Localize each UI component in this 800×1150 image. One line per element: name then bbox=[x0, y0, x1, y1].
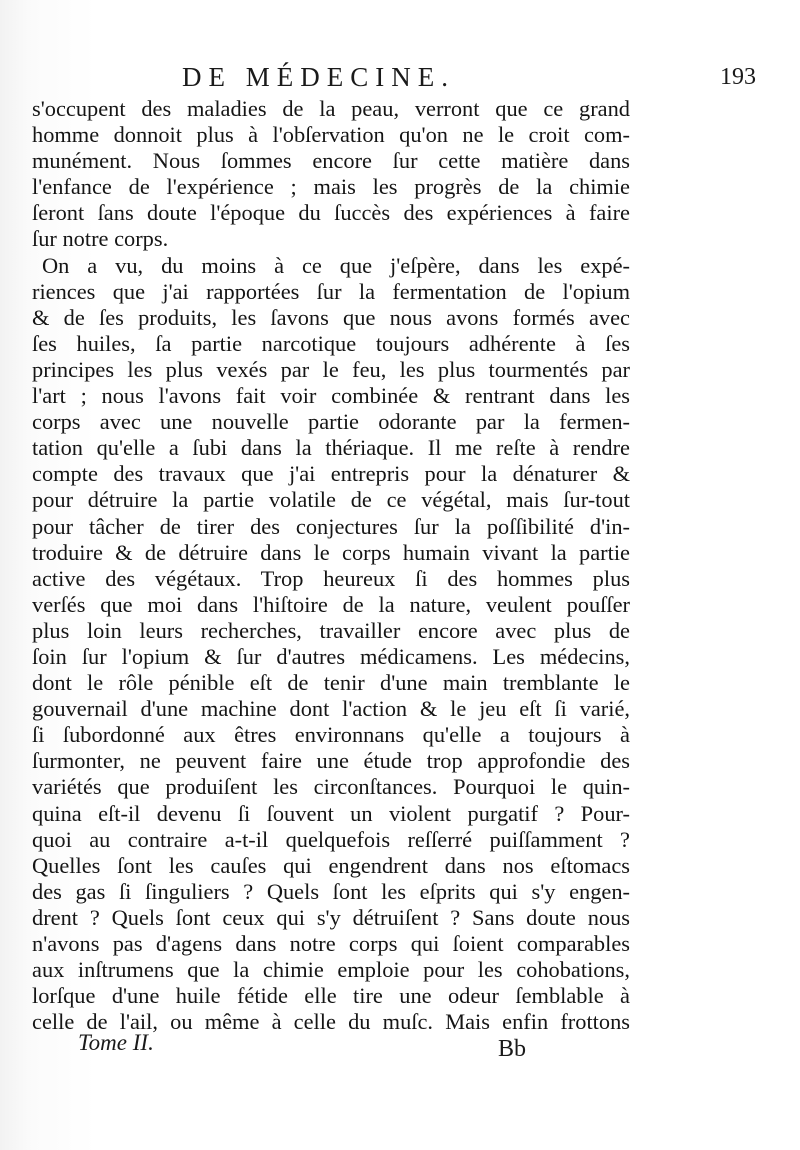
text-line: des gas ſi ſinguliers ? Quels ſont les eſprits qui s'y engen- bbox=[32, 878, 630, 904]
text-line: compte des travaux que j'ai entrepris pour la dénaturer & bbox=[32, 461, 630, 487]
text-line: celle de l'ail, ou même à celle du muſc. Mais enfin frottons bbox=[32, 1009, 630, 1035]
text-line: verſés que moi dans l'hiſtoire de la nature, veulent pouſſer bbox=[32, 591, 630, 617]
text-line: principes les plus vexés par le feu, les plus tourmentés par bbox=[32, 356, 630, 382]
text-line: On a vu, du moins à ce que j'eſpère, dans les expé- bbox=[42, 252, 630, 278]
text-line: munément. Nous ſommes encore ſur cette matière dans bbox=[32, 148, 630, 174]
text-line: troduire & de détruire dans le corps humain vivant la partie bbox=[32, 539, 630, 565]
text-line: pour tâcher de tirer des conjectures ſur la poſſibilité d'in- bbox=[32, 513, 630, 539]
text-line: ſoin ſur l'opium & ſur d'autres médicamens. Les médecins, bbox=[32, 643, 630, 669]
text-line: quina eſt-il devenu ſi ſouvent un violent purgatif ? Pour- bbox=[32, 800, 630, 826]
volume-label: Tome II. bbox=[78, 1030, 154, 1055]
text-line: ſes huiles, ſa partie narcotique toujours adhérente à ſes bbox=[32, 330, 630, 356]
text-line: gouvernail d'une machine dont l'action & le jeu eſt ſi varié, bbox=[32, 696, 630, 722]
page-number: 193 bbox=[720, 64, 756, 90]
text-line: plus loin leurs recherches, travailler encore avec plus de bbox=[32, 617, 630, 643]
running-title: DE MÉDECINE. bbox=[182, 62, 455, 92]
text-line: variétés que produiſent les circonſtances. Pourquoi le quin- bbox=[32, 774, 630, 800]
signature-mark: Bb bbox=[498, 1036, 527, 1062]
text-line: tation qu'elle a ſubi dans la thériaque. Il me reſte à rendre bbox=[32, 435, 630, 461]
running-head bbox=[0, 62, 800, 96]
text-line: corps avec une nouvelle partie odorante par la fermen- bbox=[32, 409, 630, 435]
text-line: & de ſes produits, les ſavons que nous avons formés avec bbox=[32, 304, 630, 330]
text-line: n'avons pas d'agens dans notre corps qui ſoient comparables bbox=[32, 931, 630, 956]
text-line: ſur notre corps. bbox=[32, 226, 169, 252]
body-text bbox=[32, 96, 630, 1035]
text-line: active des végétaux. Trop heureux ſi des hommes plus bbox=[32, 565, 630, 591]
text-line: riences que j'ai rapportées ſur la fermentation de l'opium bbox=[32, 278, 630, 304]
text-line: l'enfance de l'expérience ; mais les progrès de la chimie bbox=[32, 174, 630, 200]
text-line: dont le rôle pénible eſt de tenir d'une main tremblante le bbox=[32, 670, 630, 696]
text-line: ſurmonter, ne peuvent faire une étude trop approfondie des bbox=[32, 748, 630, 774]
text-line: homme donnoit plus à l'obſervation qu'on ne le croit com- bbox=[32, 122, 630, 148]
text-line: pour détruire la partie volatile de ce végétal, mais ſur-tout bbox=[32, 487, 630, 513]
text-line: l'art ; nous l'avons fait voir combinée & rentrant dans les bbox=[32, 383, 630, 409]
text-line: quoi au contraire a-t-il quelquefois reſſerré puiſſamment ? bbox=[32, 826, 630, 852]
text-line: lorſque d'une huile fétide elle tire une odeur ſemblable à bbox=[32, 983, 630, 1009]
text-line: s'occupent des maladies de la peau, verront que ce grand bbox=[32, 96, 630, 121]
text-line: drent ? Quels ſont ceux qui s'y détruiſent ? Sans doute nous bbox=[32, 904, 630, 930]
text-line: Quelles ſont les cauſes qui engendrent dans nos eſtomacs bbox=[32, 852, 630, 878]
text-line: aux inſtrumens que la chimie emploie pour les cohobations, bbox=[32, 957, 630, 983]
text-line: ſi ſubordonné aux êtres environnans qu'elle a toujours à bbox=[32, 722, 630, 748]
text-line: ſeront ſans doute l'époque du ſuccès des expériences à faire bbox=[32, 200, 630, 226]
